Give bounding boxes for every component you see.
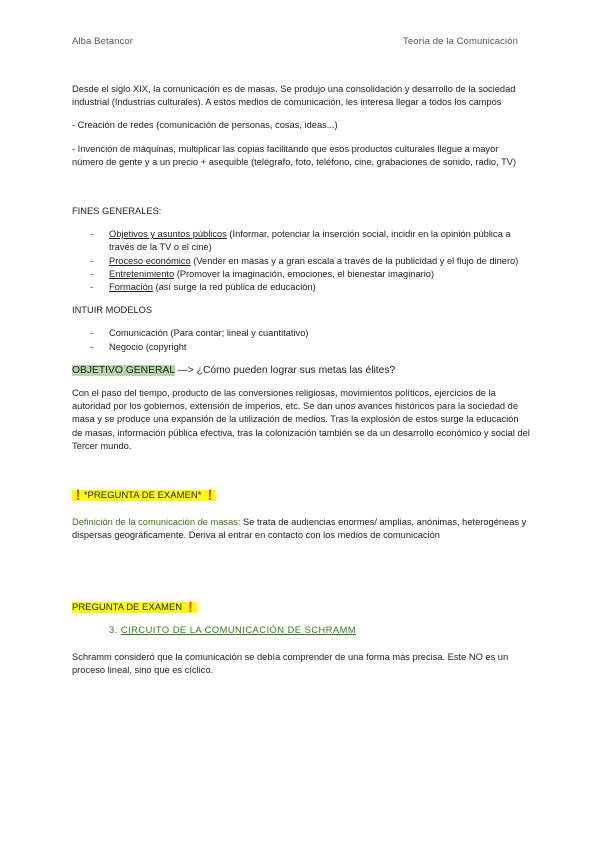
exam-label-1 [72,490,216,501]
definition-term: Definición de la comunicación de masas: [72,517,241,528]
modelos-list [72,327,530,353]
exam-question-2 [72,601,530,614]
fines-heading: FINES GENERALES: [72,206,162,217]
fines-term: Entretenimiento [109,268,175,279]
fines-item: - Proceso económico (Vender en masas y a gran escala a través de la publicidad y el flujo de dinero) [90,255,519,266]
exam-question-1 [72,489,530,502]
intro-point-redes: - Creación de redes (comunicación de personas, cosas, ideas...) [72,120,338,131]
fines-item: - Objetivos y asuntos públicos (Informar, potenciar la inserción social, incidir en la opinión pública a través de la TV o el cine) [90,229,511,253]
fines-term: Formación [109,282,153,293]
modelos-item-text: Comunicación (Para contar; lineal y cuantitativo) [109,328,309,339]
exclamation-icon: ❗ [204,490,216,502]
objetivo-text: —> ¿Cómo pueden lograr sus metas las élites? [174,364,396,376]
definition-paragraph [72,516,530,542]
history-paragraph: Con el paso del tiempo, producto de las conversiones religiosas, movimientos políticos, ejercicios de la autoridad por los gobiernos, extensión de imperios, etc. Se dan unos avances históricos para la sociedad de masa y se produce una expansión de la utilización de medios. Tras la explosión de estos surge la educación de masas, información pública efectiva, tras la colonización también se da un desarrollo económico y social del Tercer mundo. [72,388,530,451]
intro-point-maquinas: - Invención de máquinas, multiplicar las copias facilitando que esos productos culturales llegue a mayor número de gente y a un precio + asequible (telégrafo, foto, teléfono, cine, grabaciones de sonido, radio, TV) [72,143,517,167]
definition-text: Se trata de audiencias enormes/ amplias, anónimas, heterogéneas y dispersas geográficamente. Deriva al entrar en contacto con los medios de comunicación [72,517,527,541]
fines-desc: (Informar, potenciar la inserción social, incidir en la opinión pública a través de la TV o el cine) [109,229,511,253]
exam-label-text: *PREGUNTA DE EXAMEN* [83,490,202,502]
header-author: Alba Betancor [72,36,133,47]
fines-desc: (Vender en masas y a gran escala a través de la publicidad y el flujo de dinero) [190,255,519,266]
objetivo-label: OBJETIVO GENERAL [72,364,175,376]
modelos-item-text: Negocio (copyright [109,341,187,352]
fines-desc: (así surge la red pública de educación) [152,282,316,293]
exam-label-2 [72,602,197,613]
intro-paragraph: Desde el siglo XIX, la comunicación es de masas. Se produjo una consolidación y desarrollo de la sociedad industrial (Industrias culturales). A estos medios de comunicación, les interesa llegar a todos los campos [72,84,516,108]
section-number: 3. [109,624,118,635]
fines-term: Proceso económico [109,255,191,266]
fines-list [72,228,530,294]
schramm-paragraph: Schramm consideró que la comunicación se debía comprender de una forma más precisa. Este NO es un proceso lineal, sino que es cíclico. [72,652,509,676]
section-title: CIRCUITO DE LA COMUNICACIÓN DE SCHRAMM [120,624,357,635]
fines-desc: (Promover la imaginación, emociones, el bienestar imaginario) [174,268,435,279]
document-body [72,83,530,677]
modelos-item: - Negocio (copyright [90,341,187,352]
fines-term: Objetivos y asuntos públicos [109,229,227,240]
exclamation-icon: ❗ [72,490,84,502]
exclamation-icon: ❗ [184,601,197,613]
section-3-heading [72,624,530,637]
fines-item: - Formación (así surge la red pública de educación) [90,282,316,293]
modelos-item: - Comunicación (Para contar; lineal y cuantitativo) [90,328,309,339]
objetivo-line [72,364,530,377]
exam-label-text: PREGUNTA DE EXAMEN [72,601,185,613]
header-course: Teoría de la Comunicación [403,36,518,47]
fines-item: - Entretenimiento (Promover la imaginación, emociones, el bienestar imaginario) [90,268,435,279]
modelos-heading: INTUIR MODELOS [72,305,153,316]
